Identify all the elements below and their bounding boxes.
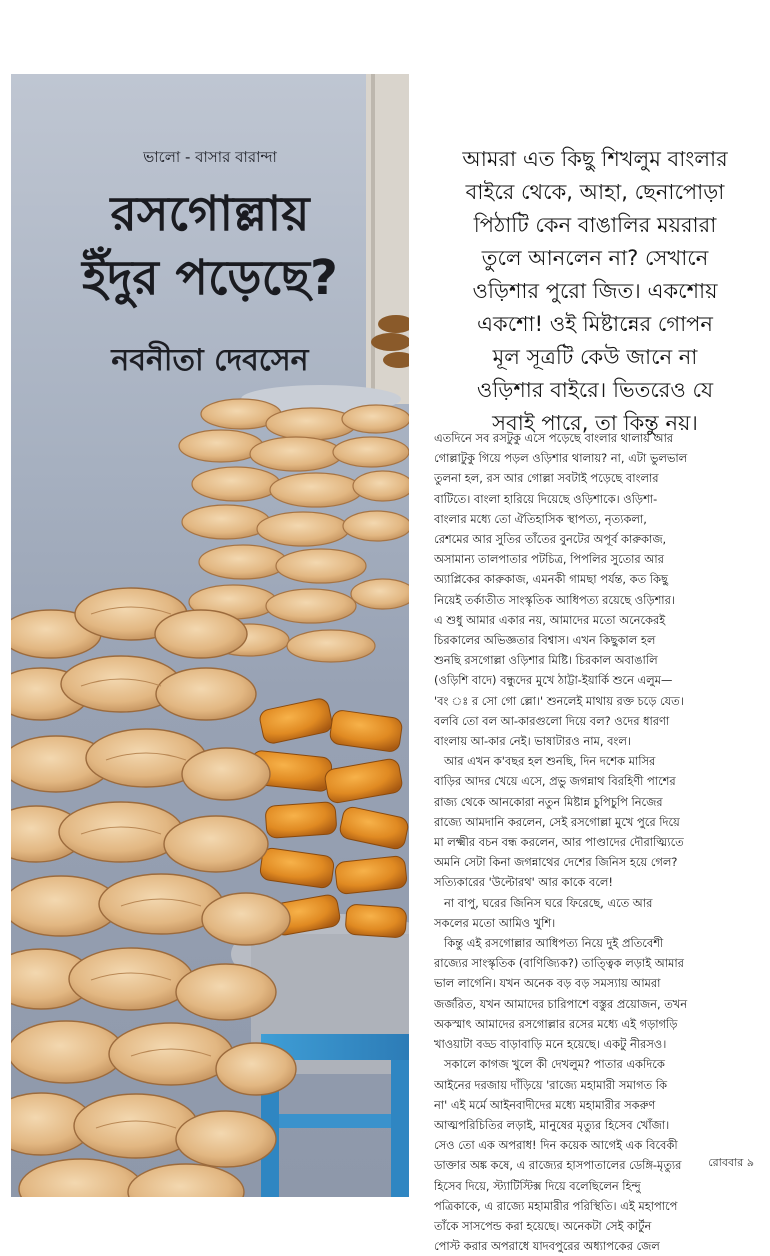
body-line: বাটিতে। বাংলা হারিয়ে দিয়েছে ওড়িশাকে। ওড়িশা- <box>434 491 658 506</box>
body-line: চিরকালের অভিজ্ঞতার বিশ্বাস। এখন কিছুকাল হল <box>434 633 656 648</box>
pull-quote-line: সবাই পারে, তা কিন্তু নয়। <box>492 411 698 435</box>
pull-quote-line: বাইরে থেকে, আহা, ছেনাপোড়া <box>465 180 725 204</box>
body-line: সত্যিকারের 'উল্টোরথ' আর কাকে বলে! <box>434 875 613 890</box>
body-line: তাঁকে সাসপেন্ড করা হয়েছে। অনেকটা সেই কার্টুন <box>434 1218 652 1233</box>
pull-quote-line: তুলে আনলেন না? সেখানে <box>481 246 709 270</box>
body-line: 'বং ঃ র সো গো ল্লো।' শুনলেই মাথায় রক্ত চড়ে যেত। <box>434 693 684 708</box>
pull-quote-line: একশো! ওই মিষ্টান্নের গোপন <box>477 312 713 336</box>
headline-line-2: ইঁদুর পড়েছে? <box>82 250 338 306</box>
body-line: এ শুধু আমার একার নয়, আমাদের মতো অনেকেরই <box>434 612 666 627</box>
pull-quote <box>420 143 770 440</box>
body-line: অমনি সেটা কিনা জগন্নাথের দেশের জিনিস হয়ে গেল? <box>434 855 678 870</box>
body-line: মা লক্ষ্মীর বচন বন্ধ করলেন, আর পাণ্ডাদের দৌরাত্ম্যিতে <box>434 835 684 850</box>
body-line: হিসেব দিয়ে, স্ট্যাটিস্টিক্স দিয়ে বলেছিলেন হিন্দু <box>434 1178 641 1193</box>
body-line: না' এই মর্মে আইনবাদীদের মধ্যে মহামারীর সকরুণ <box>434 1097 656 1112</box>
body-line: খাওয়াটা বড্ড বাড়াবাড়ি মনে হয়েছে। একটু নীরসও। <box>434 1037 667 1052</box>
pull-quote-line: ওড়িশার বাইরে। ভিতরেও যে <box>476 378 714 402</box>
pull-quote-line: মূল সূত্রটি কেউ জানে না <box>492 345 698 369</box>
body-line: বাড়ির আদর খেয়ে এসে, প্রভু জগন্নাথ বিরহিণী পাশের <box>434 774 676 789</box>
body-line: রাজ্যের সাংস্কৃতিক (বাণিজ্যিক?) তাত্ত্বিক লড়াই আমার <box>434 956 684 971</box>
body-line: ভাল লাগেনি। যখন অনেক বড় বড় সমস্যায় আমরা <box>434 976 661 991</box>
body-line: কিন্তু এই রসগোল্লার আধিপত্য নিয়ে দুই প্রতিবেশী <box>444 936 664 951</box>
body-line: এতদিনে সব রসটুকু এসে পড়েছে বাংলার থালায় আর <box>434 431 674 445</box>
body-line: অসামান্য তালপাতার পটচিত্র, পিপলির সুতোর আর <box>434 552 664 567</box>
pull-quote-line: ওড়িশার পুরো জিত। একশোয় <box>472 279 718 303</box>
section-kicker: ভালো - বাসার বারান্দা <box>143 148 277 166</box>
body-line: পত্রিকাকে, এ রাজ্যে মহামারীর পরিস্থিতি। এই মহাপাপে <box>434 1198 678 1213</box>
headline <box>11 182 409 310</box>
body-line: আত্মপরিচিতির লড়াই, মানুষের মৃত্যুর হিসেব খোঁজা। <box>434 1117 670 1132</box>
body-line: ডাক্তার অঙ্ক কষে, এ রাজ্যের হাসপাতালের ডেঙ্গি-মৃত্যুর <box>434 1158 682 1173</box>
pull-quote-line: আমরা এত কিছু শিখলুম বাংলার <box>462 147 728 171</box>
page-folio: রোববার ৯ <box>708 1156 754 1169</box>
body-line: না বাপু, ঘরের জিনিস ঘরে ফিরেছে, এতে আর <box>444 895 653 910</box>
author-byline: নবনীতা দেবসেন <box>111 343 309 378</box>
body-line: তুলনা হল, রস আর গোল্লা সবটাই পড়েছে বাংলার <box>434 471 659 486</box>
headline-line-1: রসগোল্লায় <box>110 186 310 242</box>
body-line: (ওড়িশি বাদে) বন্ধুদের মুখে ঠাট্টা-ইয়ার্কি শুনে এলুম— <box>434 673 673 688</box>
body-line: রেশমের আর সুতির তাঁতের বুনটের অপূর্ব কারুকাজ, <box>434 532 667 547</box>
body-line: বলবি তো বল আ-কারগুলো দিয়ে বল? ওদের ধারণা <box>434 713 670 728</box>
body-line: আর এখন ক'বছর হল শুনছি, দিন দশেক মাসির <box>444 754 656 769</box>
body-line: গোল্লাটুকু গিয়ে পড়ল ওড়িশার থালায়? না, এটা ভুলভাল <box>434 451 688 466</box>
body-line: শুনছি রসগোল্লা ওড়িশার মিষ্টি। চিরকাল অবাঙালি <box>434 653 658 668</box>
body-line: রাজ্য থেকে আনকোরা নতুন মিষ্টান্ন চুপিচুপি নিজের <box>434 794 663 809</box>
body-line: অ্যাপ্লিকের কারুকাজ, এমনকী গামছা পর্যন্ত, কত কিছু <box>434 572 668 587</box>
body-line: সকালে কাগজ খুলে কী দেখলুম? পাতার একদিকে <box>444 1057 665 1072</box>
body-line: রাজ্যে আমদানি করলেন, সেই রসগোল্লা মুখে পুরে দিয়ে <box>434 814 680 829</box>
pull-quote-line: পিঠাটি কেন বাঙালির ময়রারা <box>473 213 717 237</box>
body-line: সকলের মতো আমিও খুশি। <box>434 915 556 930</box>
body-line: পোস্ট করার অপরাধে যাদবপুরের অধ্যাপকের জেল <box>434 1239 660 1254</box>
body-line: জর্জরিত, যখন আমাদের চারিপাশে বস্তুর প্রয়োজন, তখন <box>434 996 688 1011</box>
body-line: নিয়েই তর্কাতীত সাংস্কৃতিক আধিপত্য রয়েছে ওড়িশার। <box>434 592 675 607</box>
body-line: আইনের দরজায় দাঁড়িয়ে 'রাজ্যে মহামারী সমাগত কি <box>434 1077 667 1092</box>
article-body <box>434 428 770 1256</box>
cover-photo <box>11 74 409 1197</box>
body-line: বাংলায় আ-কার নেই। ভাষাটারও নাম, বংল। <box>434 734 631 749</box>
body-line: বাংলার মধ্যে তো ঐতিহাসিক স্থাপত্য, নৃত্যকলা, <box>434 511 647 526</box>
body-line: সেও তো এক অপরাধ! দিন কয়েক আগেই এক বিবেকী <box>434 1138 678 1153</box>
body-line: অকস্মাৎ আমাদের রসগোল্লার রসের মধ্যে এই গড়াগড়ি <box>434 1016 678 1031</box>
